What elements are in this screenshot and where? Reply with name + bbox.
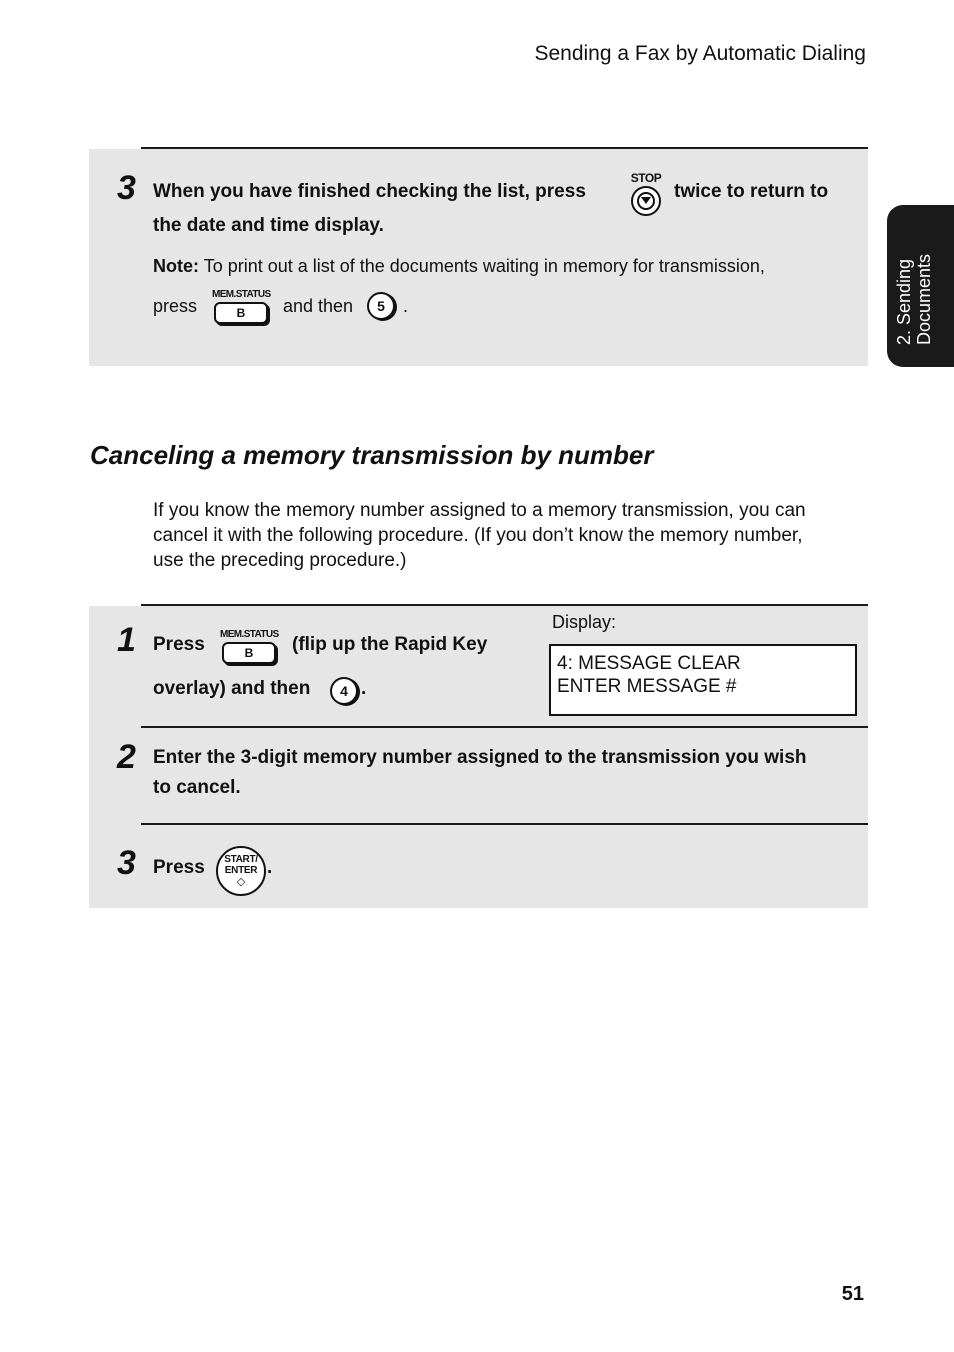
start-key-line1: START/ [224, 854, 258, 865]
start-diamond-icon: ◇ [236, 876, 246, 888]
step3-press: Press [153, 857, 205, 878]
section-intro [153, 498, 853, 573]
step1-after-key: (flip up the Rapid Key [292, 634, 488, 655]
note-text: To print out a list of the documents waiting in memory for transmission, [203, 256, 765, 276]
display-line2: ENTER MESSAGE # [557, 676, 737, 697]
side-tab-label [894, 254, 934, 345]
step1-line2: overlay) and then [153, 678, 311, 699]
step1-press: Press [153, 634, 205, 655]
step3-end: . [267, 857, 273, 878]
intro-line: cancel it with the following procedure. (If you don’t know the memory number, [153, 525, 803, 546]
mem-status-key-note [212, 289, 270, 327]
top-panel-rule [141, 147, 868, 149]
step2-number: 2 [117, 738, 136, 776]
step1-rule [141, 604, 868, 606]
step3-number: 3 [117, 844, 136, 882]
note-end: . [403, 296, 409, 316]
key-5: 5 [367, 292, 395, 320]
section-title: Canceling a memory transmission by number [90, 440, 654, 470]
note-label: Note: [153, 256, 199, 276]
stop-key-label: STOP [630, 171, 662, 185]
top-step-text-part1: When you have finished checking the list, press [153, 181, 586, 202]
side-tab-line1: 2. Sending [894, 258, 914, 345]
mem-status-key-label: MEM.STATUS [212, 289, 271, 300]
note-and-then: and then [283, 296, 354, 316]
display-line1: 4: MESSAGE CLEAR [557, 653, 741, 674]
start-key-line2: ENTER [224, 865, 258, 876]
mem-status-key-button: B [222, 642, 276, 664]
note-press: press [153, 296, 198, 316]
page-number: 51 [841, 1283, 864, 1305]
note-line1 [153, 254, 765, 278]
step2-line1: Enter the 3-digit memory number assigned to the transmission you wish [153, 747, 807, 768]
step1-number: 1 [117, 621, 136, 659]
running-header: Sending a Fax by Automatic Dialing [534, 42, 866, 65]
intro-line: If you know the memory number assigned to a memory transmission, you can [153, 500, 806, 521]
step3-rule [141, 823, 868, 825]
mem-status-key-button: B [214, 302, 268, 324]
stop-key [629, 171, 663, 217]
mem-status-key-label: MEM.STATUS [220, 629, 279, 640]
step2-rule [141, 726, 868, 728]
key-4: 4 [330, 677, 358, 705]
start-enter-key [216, 846, 266, 896]
top-step-number: 3 [117, 169, 136, 207]
step2-line2: to cancel. [153, 777, 241, 798]
stop-icon [631, 186, 661, 216]
display-label: Display: [552, 612, 617, 632]
step1-end: . [361, 678, 367, 699]
chapter-side-tab [887, 205, 954, 367]
side-tab-line2: Documents [914, 253, 934, 345]
top-step-text-line2: the date and time display. [153, 215, 384, 236]
mem-status-key-step1 [220, 629, 278, 667]
intro-line: use the preceding procedure.) [153, 550, 407, 571]
lcd-display [549, 644, 857, 716]
top-step-text-part2: twice to return to [674, 181, 829, 202]
